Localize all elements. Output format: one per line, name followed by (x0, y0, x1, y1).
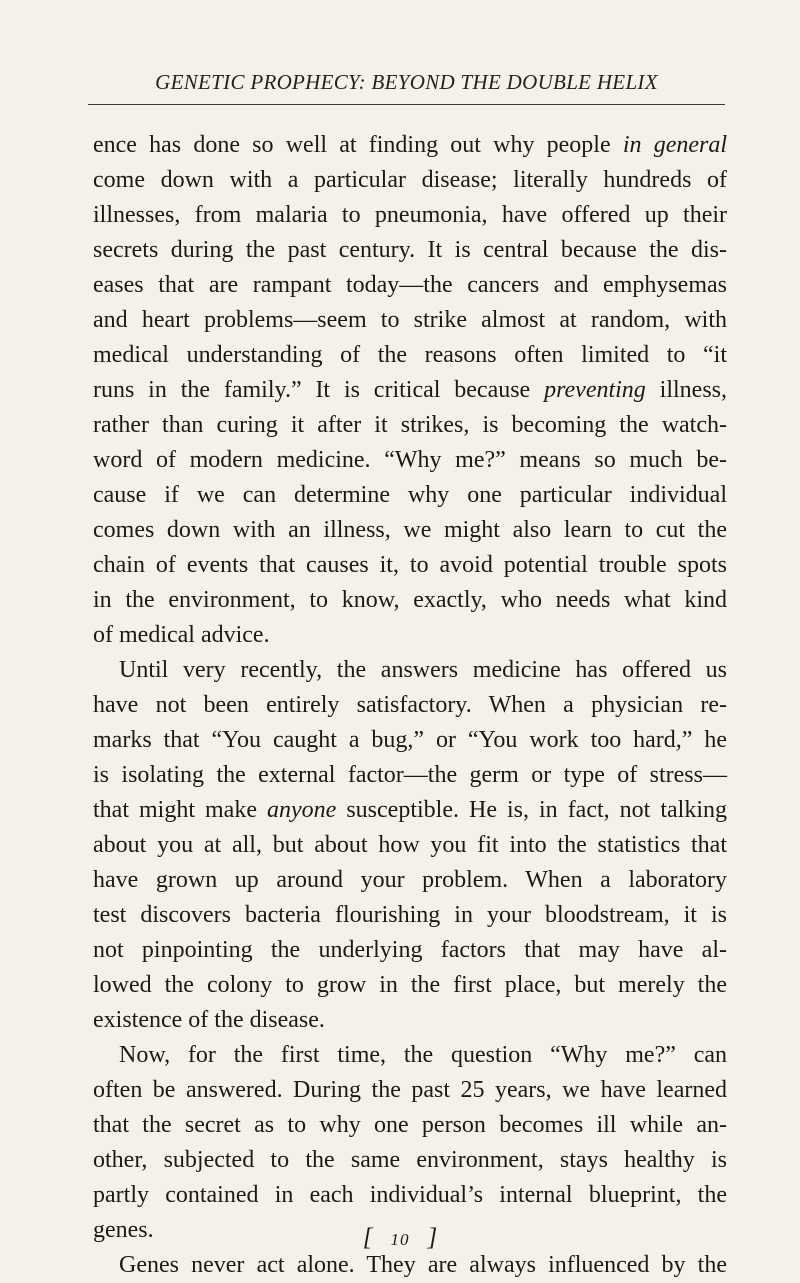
text-line: of medical advice. (93, 622, 270, 648)
text-line: have grown up around your problem. When a laboratory (93, 867, 727, 893)
text-line: not pinpointing the underlying factors that may have al- (93, 937, 727, 963)
text-line: test discovers bacteria flourishing in your bloodstream, it is (93, 902, 727, 928)
body-text (93, 128, 727, 1283)
text-line: illnesses, from malaria to pneumonia, have offered up their (93, 202, 727, 228)
text-line: that might make anyone susceptible. He is, in fact, not talking (93, 797, 728, 823)
text-line: eases that are rampant today—the cancers and emphysemas (93, 272, 727, 298)
text-line: partly contained in each individual’s internal blueprint, the (93, 1182, 727, 1208)
text-line: have not been entirely satisfactory. When a physician re- (93, 692, 727, 718)
text-line: about you at all, but about how you fit into the statistics that (93, 832, 727, 858)
text-line: comes down with an illness, we might also learn to cut the (93, 517, 727, 543)
text-line: in the environment, to know, exactly, who needs what kind (93, 587, 727, 613)
folio-number: 10 (390, 1230, 410, 1249)
text-line: Genes never act alone. They are always influenced by the (119, 1252, 727, 1278)
running-head: GENETIC PROPHECY: BEYOND THE DOUBLE HELIX (155, 70, 658, 94)
text-line: word of modern medicine. “Why me?” means so much be- (93, 447, 727, 473)
text-line: come down with a particular disease; literally hundreds of (93, 167, 727, 193)
header-rule (88, 104, 725, 105)
text-line: Now, for the first time, the question “Why me?” can (119, 1042, 727, 1068)
text-line: lowed the colony to grow in the first place, but merely the (93, 972, 727, 998)
folio-close-bracket: ] (427, 1224, 438, 1251)
text-line: existence of the disease. (93, 1007, 325, 1033)
text-line: and heart problems—seem to strike almost at random, with (93, 307, 727, 333)
text-line: medical understanding of the reasons often limited to “it (93, 342, 727, 368)
text-line: that the secret as to why one person becomes ill while an- (93, 1112, 727, 1138)
text-line: marks that “You caught a bug,” or “You work too hard,” he (93, 727, 727, 753)
text-line: genes. (93, 1217, 154, 1243)
text-line: other, subjected to the same environment, stays healthy is (93, 1147, 727, 1173)
folio-open-bracket: [ (362, 1224, 373, 1251)
text-line: Until very recently, the answers medicine has offered us (119, 657, 727, 683)
text-line: often be answered. During the past 25 years, we have learned (93, 1077, 727, 1103)
text-line: cause if we can determine why one particular individual (93, 482, 727, 508)
text-line: runs in the family.” It is critical because preventing illness, (93, 377, 727, 403)
text-line: is isolating the external factor—the germ or type of stress— (93, 762, 727, 788)
text-line: chain of events that causes it, to avoid potential trouble spots (93, 552, 727, 578)
text-line: ence has done so well at finding out why people in general (93, 132, 728, 158)
page-number (0, 1224, 800, 1252)
text-line: secrets during the past century. It is central because the dis- (93, 237, 727, 263)
text-line: rather than curing it after it strikes, is becoming the watch- (93, 412, 727, 438)
